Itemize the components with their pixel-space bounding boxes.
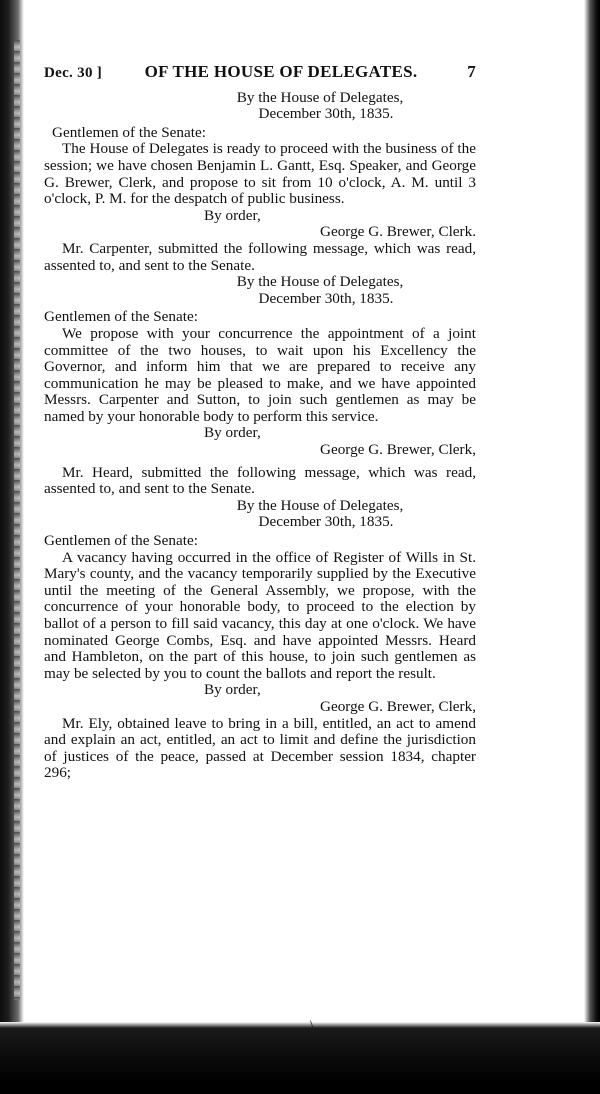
running-header xyxy=(44,64,476,82)
message-1 xyxy=(44,90,476,241)
page-right-shadow xyxy=(584,0,600,1094)
message-date: December 30th, 1835. xyxy=(258,513,394,531)
message-body: The House of Delegates is ready to proceed with the business of the session; we have chosen Benjamin L. Gantt, Esq. Speaker, and George G. Brewer, Clerk, and propose to sit from 10 o'clock, A. M. until 3 o'clock, P. M. for the despatch of public business. xyxy=(44,140,476,208)
message-2 xyxy=(44,241,476,459)
by-order: By order, xyxy=(204,681,261,699)
page-bottom-shadow xyxy=(0,1022,600,1094)
message-heading xyxy=(44,90,476,123)
message-date: December 30th, 1835. xyxy=(258,105,394,123)
header-title: OF THE HOUSE OF DELEGATES. xyxy=(144,62,418,81)
page-binding-shadow xyxy=(0,0,24,1094)
message-salutation: Gentlemen of the Senate: xyxy=(44,532,198,550)
closing-paragraph: Mr. Ely, obtained leave to bring in a bill, entitled, an act to amend and explain an act, entitled, an act to limit and define the jurisdiction of justices of the peace, passed at December session 1834, chapter 296; xyxy=(44,714,476,782)
message-lead: Mr. Heard, submitted the following message, which was read, assented to, and sent to the Senate. xyxy=(44,463,476,498)
message-salutation: Gentlemen of the Senate: xyxy=(52,123,206,141)
message-date: December 30th, 1835. xyxy=(258,289,394,307)
page-number: 7 xyxy=(467,62,476,81)
binding-strip xyxy=(14,40,20,1000)
by-order: By order, xyxy=(204,206,261,224)
signature: George G. Brewer, Clerk, xyxy=(320,697,476,715)
message-3 xyxy=(44,465,476,716)
message-from: By the House of Delegates, xyxy=(236,496,404,514)
signature: George G. Brewer, Clerk, xyxy=(320,441,476,459)
document-page xyxy=(44,64,476,782)
message-heading xyxy=(44,274,476,307)
header-date: Dec. 30 ] xyxy=(44,65,103,81)
by-order: By order, xyxy=(204,424,261,442)
message-heading xyxy=(44,498,476,531)
signature: George G. Brewer, Clerk. xyxy=(320,223,476,241)
bottom-mark: \ xyxy=(310,1018,315,1035)
message-from: By the House of Delegates, xyxy=(236,88,404,106)
message-lead: Mr. Carpenter, submitted the following message, which was read, assented to, and sent to the Senate. xyxy=(44,239,476,274)
message-body: We propose with your concurrence the appointment of a joint committee of the two houses, to wait upon his Excellency the Governor, and inform him that we are prepared to receive any communication he may be pleased to make, and we have appointed Messrs. Carpenter and Sutton, to join such gentlemen as may be named by your honorable body to perform this service. xyxy=(44,324,476,425)
message-salutation: Gentlemen of the Senate: xyxy=(44,308,198,326)
message-body: A vacancy having occurred in the office of Register of Wills in St. Mary's county, and the vacancy temporarily supplied by the Executive until the meeting of the General Assembly, we propose, with the concurrence of your honorable body, to proceed to the election by ballot of a person to fill said vacancy, this day at one o'clock. We have nominated George Combs, Esq. and have appointed Messrs. Heard and Hambleton, on the part of this house, to join such gentlemen as may be selected by you to count the ballots and report the result. xyxy=(44,548,476,682)
message-from: By the House of Delegates, xyxy=(236,273,404,291)
